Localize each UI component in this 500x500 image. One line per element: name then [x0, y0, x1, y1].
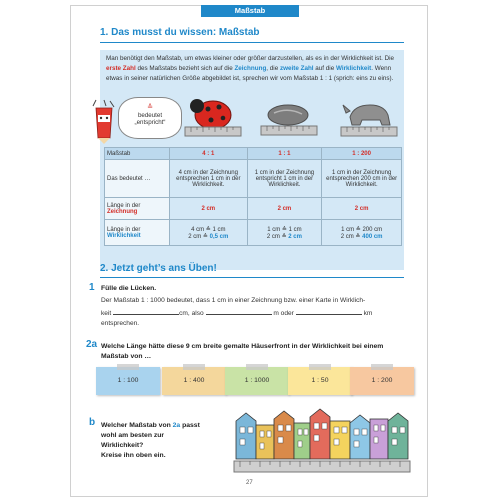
section-1-title: 1. Das musst du wissen: Maßstab [100, 27, 260, 38]
table-scale-cell: 4 : 1 [170, 148, 248, 160]
table-cell: 4 cm ≙ 1 cm 2 cm ≙ 0,5 cm [170, 220, 248, 246]
ladybug-ruler-illustration [183, 93, 243, 139]
scale-note-4[interactable]: 1 : 50 [288, 367, 352, 395]
section-2-underline [100, 277, 404, 278]
table-cell: 1 cm in der Zeichnung entspricht 1 cm in der Wirklichkeit. [247, 160, 322, 198]
tape-strip [371, 364, 393, 370]
table-cell: 1 cm ≙ 200 cm 2 cm ≙ 400 cm [322, 220, 402, 246]
table-cell: 1 cm in der Zeichnung entsprechen 200 cm in der Wirklichkeit. [322, 160, 402, 198]
answer-blank-m[interactable] [206, 307, 272, 315]
table-row-label: Das bedeutet … [105, 160, 170, 198]
scale-note-3[interactable]: 1 : 1000 [225, 367, 289, 395]
table-row [105, 160, 402, 198]
table-cell: 2 cm [322, 198, 402, 220]
info-paragraph: Man benötigt den Maßstab, um etwas kleiner oder größer darzustellen, als es in der Wirklichkeit ist. Die erste Zahl des Maßstabs bezieht sich auf die Zeichnung, die zweite Zahl auf die Wirklichkeit. Wenn etwas in seiner natürlichen Größe abgebildet ist, sprechen wir vom Maßstab 1 : 1 (sprich: eins zu eins). [106, 55, 395, 82]
answer-blank-km[interactable] [296, 307, 362, 315]
tape-strip [246, 364, 268, 370]
table-scale-cell: 1 : 200 [322, 148, 402, 160]
table-row [105, 198, 402, 220]
task-1-label: Fülle die Lücken. [101, 285, 157, 292]
table-cell: 4 cm in der Zeichnung entsprechen 1 cm in der Wirklichkeit. [170, 160, 248, 198]
table-row-label: Länge in der Zeichnung [105, 198, 170, 220]
rhino-ruler-illustration [340, 95, 398, 139]
tape-strip [183, 364, 205, 370]
task-1-text: Der Maßstab 1 : 1000 bedeutet, dass 1 cm in einer Zeichnung bzw. einer Karte in Wirklich- keit cm, also m oder km entsprechen. [101, 297, 373, 327]
task-2a-number: 2a [86, 339, 98, 350]
task-2a-text: Welche Länge hätte diese 9 cm breite gemalte Häuserfront in der Wirklichkeit bei einem Maßstab von … [101, 343, 384, 360]
section-2-title: 2. Jetzt geht’s ans Üben! [100, 263, 217, 274]
speech-bubble: ≙ bedeutet „entspricht“ [118, 97, 182, 139]
tape-strip [117, 364, 139, 370]
table-scale-cell: 1 : 1 [247, 148, 322, 160]
task-1-number: 1 [89, 282, 95, 293]
table-row [105, 148, 402, 160]
table-row-label: Länge in der Wirklichkeit [105, 220, 170, 246]
scale-note-1[interactable]: 1 : 100 [96, 367, 160, 395]
table-cell: 2 cm [247, 198, 322, 220]
table-row [105, 220, 402, 246]
table-cell: 2 cm [170, 198, 248, 220]
stone-ruler-illustration [258, 103, 320, 139]
scale-table [104, 147, 402, 246]
section-1-underline [100, 42, 404, 43]
pencil-mascot-illustration [90, 98, 118, 144]
answer-blank-cm[interactable] [113, 307, 179, 315]
house-front-illustration [232, 407, 412, 475]
page-number: 27 [246, 480, 253, 486]
table-cell: 1 cm ≙ 1 cm 2 cm ≙ 2 cm [247, 220, 322, 246]
task-2b-number: b [89, 417, 96, 428]
task-2b-text: Welcher Maßstab von 2a passt wohl am besten zur Wirklichkeit? Kreise ihn oben ein. [101, 422, 200, 459]
table-header-cell: Maßstab [105, 148, 170, 160]
scale-note-5[interactable]: 1 : 200 [350, 367, 414, 395]
scale-note-2[interactable]: 1 : 400 [162, 367, 226, 395]
chapter-tab: Maßstab [201, 5, 299, 17]
tape-strip [309, 364, 331, 370]
